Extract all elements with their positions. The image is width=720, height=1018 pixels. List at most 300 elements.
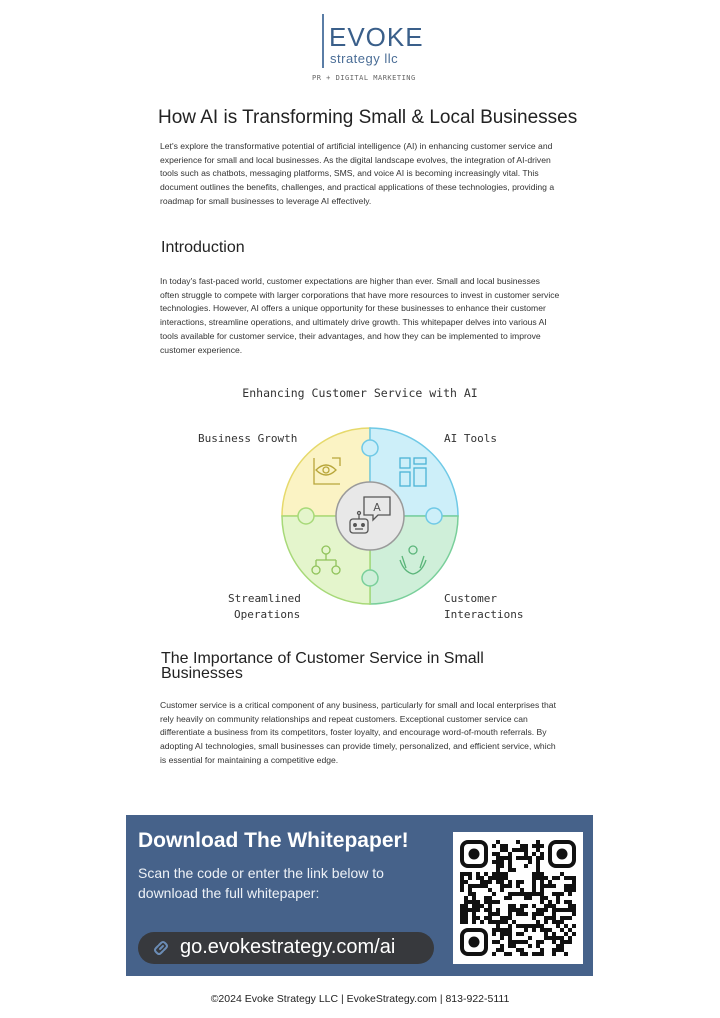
qr-module [472, 884, 476, 888]
qr-module [540, 912, 544, 916]
qr-module [472, 912, 476, 916]
qr-module [572, 880, 576, 884]
qr-module [552, 884, 556, 888]
qr-module [516, 892, 520, 896]
qr-module [548, 916, 552, 920]
diagram-center [336, 482, 404, 550]
qr-module [484, 916, 488, 920]
qr-module [460, 912, 464, 916]
qr-module [532, 880, 536, 884]
qr-module [512, 868, 516, 872]
qr-module [492, 860, 496, 864]
qr-module [512, 904, 516, 908]
qr-module [496, 840, 500, 844]
qr-module [508, 916, 512, 920]
qr-module [496, 872, 500, 876]
qr-module [552, 908, 556, 912]
qr-module [496, 948, 500, 952]
qr-module [540, 896, 544, 900]
qr-module [536, 892, 540, 896]
qr-module [536, 860, 540, 864]
qr-module [552, 948, 556, 952]
qr-code[interactable] [453, 832, 583, 964]
qr-module [536, 944, 540, 948]
qr-module [484, 896, 488, 900]
qr-module [460, 908, 464, 912]
qr-module [504, 896, 508, 900]
qr-module [532, 916, 536, 920]
qr-module [556, 900, 560, 904]
qr-module [464, 904, 468, 908]
qr-module [504, 884, 508, 888]
qr-module [548, 884, 552, 888]
qr-module [512, 892, 516, 896]
qr-module [460, 916, 464, 920]
qr-module [572, 888, 576, 892]
qr-module [540, 884, 544, 888]
qr-module [548, 936, 552, 940]
logo-word: EVOKE [329, 22, 424, 52]
qr-module [512, 908, 516, 912]
qr-module [528, 856, 532, 860]
qr-module [508, 868, 512, 872]
qr-module [516, 908, 520, 912]
qr-module [524, 928, 528, 932]
qr-module [492, 852, 496, 856]
qr-module [536, 840, 540, 844]
qr-module [552, 952, 556, 956]
qr-module [568, 892, 572, 896]
label-customer: Customer [444, 592, 497, 605]
qr-module [472, 920, 476, 924]
qr-module [524, 848, 528, 852]
qr-module [500, 848, 504, 852]
qr-module [544, 920, 548, 924]
qr-module [536, 844, 540, 848]
ai-puzzle-diagram [180, 378, 540, 628]
whitepaper-url[interactable]: go.evokestrategy.com/ai [180, 936, 396, 958]
qr-module [536, 920, 540, 924]
qr-module [516, 884, 520, 888]
qr-module [548, 880, 552, 884]
qr-module [520, 924, 524, 928]
qr-module [552, 940, 556, 944]
qr-module [536, 940, 540, 944]
qr-module [492, 928, 496, 932]
qr-module [496, 856, 500, 860]
qr-module [476, 900, 480, 904]
qr-module [468, 876, 472, 880]
logo-tagline: PR + DIGITAL MARKETING [312, 74, 416, 82]
qr-module [520, 844, 524, 848]
qr-module [548, 900, 552, 904]
qr-module [568, 884, 572, 888]
qr-module [532, 952, 536, 956]
qr-module [568, 940, 572, 944]
qr-module [460, 920, 464, 924]
label-streamlined: Streamlined [228, 592, 301, 605]
qr-module [500, 928, 504, 932]
qr-module [464, 912, 468, 916]
qr-module [488, 916, 492, 920]
qr-module [480, 920, 484, 924]
qr-module [560, 928, 564, 932]
qr-module [560, 872, 564, 876]
qr-module [516, 912, 520, 916]
qr-module [524, 864, 528, 868]
qr-module [540, 908, 544, 912]
qr-module [532, 924, 536, 928]
qr-module [544, 936, 548, 940]
qr-module [556, 948, 560, 952]
qr-module [496, 920, 500, 924]
qr-module [532, 852, 536, 856]
qr-module [492, 876, 496, 880]
qr-module [520, 932, 524, 936]
qr-module [512, 944, 516, 948]
qr-module [572, 876, 576, 880]
qr-module [568, 928, 572, 932]
qr-module [560, 920, 564, 924]
qr-module [464, 908, 468, 912]
qr-module [556, 876, 560, 880]
puzzle-tab [362, 440, 378, 456]
qr-module [564, 932, 568, 936]
qr-module [508, 932, 512, 936]
qr-module [508, 892, 512, 896]
qr-module [460, 880, 464, 884]
qr-module [504, 952, 508, 956]
qr-module [488, 908, 492, 912]
company-logo [312, 14, 432, 84]
qr-module [524, 940, 528, 944]
qr-module [568, 876, 572, 880]
qr-module [528, 944, 532, 948]
qr-module [544, 916, 548, 920]
qr-module [536, 868, 540, 872]
qr-module [564, 908, 568, 912]
qr-module [480, 876, 484, 880]
qr-module [500, 920, 504, 924]
qr-module [496, 868, 500, 872]
qr-module [560, 892, 564, 896]
qr-module [556, 896, 560, 900]
qr-module [480, 884, 484, 888]
qr-module [564, 876, 568, 880]
qr-module [520, 948, 524, 952]
qr-module [464, 920, 468, 924]
whitepaper-link[interactable] [138, 932, 434, 964]
qr-module [492, 940, 496, 944]
qr-module [492, 872, 496, 876]
qr-module [520, 888, 524, 892]
qr-module [492, 844, 496, 848]
qr-module [540, 872, 544, 876]
qr-module [552, 936, 556, 940]
qr-module [464, 896, 468, 900]
qr-module [540, 940, 544, 944]
qr-module [568, 900, 572, 904]
qr-module [496, 900, 500, 904]
qr-module [504, 856, 508, 860]
qr-finder-eye [557, 849, 568, 860]
qr-module [492, 932, 496, 936]
qr-module [532, 872, 536, 876]
qr-module [544, 876, 548, 880]
qr-module [500, 884, 504, 888]
qr-module [540, 924, 544, 928]
qr-module [536, 856, 540, 860]
qr-module [480, 904, 484, 908]
qr-module [556, 908, 560, 912]
qr-module [508, 856, 512, 860]
qr-module [564, 924, 568, 928]
qr-module [544, 896, 548, 900]
qr-module [464, 916, 468, 920]
qr-module [520, 908, 524, 912]
qr-module [536, 848, 540, 852]
qr-module [460, 888, 464, 892]
qr-module [536, 876, 540, 880]
qr-module [476, 884, 480, 888]
banner-title: Download The Whitepaper! [138, 829, 409, 852]
qr-module [532, 928, 536, 932]
qr-module [496, 876, 500, 880]
qr-module [520, 904, 524, 908]
qr-module [568, 888, 572, 892]
qr-module [536, 912, 540, 916]
qr-module [532, 884, 536, 888]
qr-module [500, 880, 504, 884]
qr-module [508, 896, 512, 900]
qr-module [556, 944, 560, 948]
qr-module [508, 928, 512, 932]
qr-module [504, 928, 508, 932]
qr-module [496, 880, 500, 884]
qr-module [492, 952, 496, 956]
qr-module [544, 928, 548, 932]
qr-module [492, 912, 496, 916]
qr-module [552, 876, 556, 880]
qr-module [520, 952, 524, 956]
qr-module [552, 916, 556, 920]
qr-module [532, 844, 536, 848]
qr-module [508, 864, 512, 868]
qr-module [500, 872, 504, 876]
qr-module [464, 872, 468, 876]
download-banner [126, 815, 593, 976]
qr-module [468, 888, 472, 892]
qr-module [564, 884, 568, 888]
qr-module [504, 872, 508, 876]
qr-module [532, 904, 536, 908]
qr-module [544, 932, 548, 936]
qr-module [500, 888, 504, 892]
qr-module [472, 896, 476, 900]
qr-module [520, 856, 524, 860]
qr-module [504, 844, 508, 848]
qr-module [552, 904, 556, 908]
qr-module [468, 872, 472, 876]
qr-module [508, 880, 512, 884]
qr-module [544, 904, 548, 908]
qr-module [540, 892, 544, 896]
qr-module [560, 936, 564, 940]
qr-module [568, 936, 572, 940]
qr-module [460, 876, 464, 880]
qr-module [488, 896, 492, 900]
qr-module [504, 920, 508, 924]
puzzle-tab [298, 508, 314, 524]
qr-module [572, 908, 576, 912]
qr-module [516, 840, 520, 844]
qr-module [552, 912, 556, 916]
qr-module [464, 900, 468, 904]
qr-module [508, 952, 512, 956]
qr-module [524, 856, 528, 860]
qr-module [472, 904, 476, 908]
section-heading-importance: The Importance of Customer Service in Small Businesses [161, 650, 484, 682]
qr-module [488, 888, 492, 892]
footer-contact: ©2024 Evoke Strategy LLC | EvokeStrategy.com | 813-922-5111 [210, 993, 510, 1005]
qr-module [516, 932, 520, 936]
qr-module [536, 952, 540, 956]
qr-module [500, 844, 504, 848]
qr-module [488, 900, 492, 904]
banner-description: Scan the code or enter the link below to download the full whitepaper: [138, 865, 384, 901]
qr-module [560, 948, 564, 952]
qr-module [564, 940, 568, 944]
qr-module [524, 892, 528, 896]
qr-module [496, 928, 500, 932]
page-title: How AI is Transforming Small & Local Businesses [158, 107, 578, 128]
qr-module [500, 932, 504, 936]
qr-module [524, 896, 528, 900]
qr-module [508, 908, 512, 912]
qr-module [472, 916, 476, 920]
qr-module [556, 924, 560, 928]
qr-module [476, 916, 480, 920]
qr-module [500, 944, 504, 948]
qr-module [508, 904, 512, 908]
qr-module [540, 880, 544, 884]
qr-module [572, 884, 576, 888]
label-interactions: Interactions [444, 608, 524, 621]
chatbot-letter: A [373, 501, 381, 514]
qr-module [536, 864, 540, 868]
qr-module [556, 892, 560, 896]
qr-module [472, 900, 476, 904]
qr-module [508, 944, 512, 948]
qr-module [520, 940, 524, 944]
qr-module [540, 888, 544, 892]
qr-module [524, 852, 528, 856]
qr-module [508, 884, 512, 888]
qr-module [564, 952, 568, 956]
section-body-importance: Customer service is a critical component of any business, particularly for small and local enterprises that rely heavily on community relationships and repeat customers. Exceptional customer service can differentiate a business from its competitors, foster loyalty, and encourage word-of-mouth referrals. By adopting AI technologies, small businesses can provide timely, personalized, and efficient service, which is essential for maintaining a competitive edge. [160, 700, 556, 765]
qr-module [540, 948, 544, 952]
qr-module [508, 936, 512, 940]
label-business-growth: Business Growth [198, 432, 298, 445]
qr-module [496, 924, 500, 928]
qr-module [516, 924, 520, 928]
qr-module [484, 872, 488, 876]
qr-module [484, 908, 488, 912]
qr-module [560, 908, 564, 912]
qr-module [476, 904, 480, 908]
qr-module [536, 924, 540, 928]
qr-module [468, 908, 472, 912]
qr-module [516, 948, 520, 952]
qr-module [564, 900, 568, 904]
qr-module [484, 880, 488, 884]
qr-module [548, 904, 552, 908]
qr-module [496, 908, 500, 912]
qr-module [508, 852, 512, 856]
qr-module [560, 940, 564, 944]
qr-module [540, 952, 544, 956]
qr-module [524, 952, 528, 956]
qr-module [508, 912, 512, 916]
qr-module [500, 864, 504, 868]
qr-module [504, 916, 508, 920]
qr-module [472, 908, 476, 912]
qr-module [532, 912, 536, 916]
qr-module [500, 856, 504, 860]
qr-module [564, 888, 568, 892]
label-operations: Operations [234, 608, 301, 621]
qr-module [512, 940, 516, 944]
qr-module [500, 916, 504, 920]
qr-module [488, 876, 492, 880]
qr-module [556, 920, 560, 924]
qr-module [524, 844, 528, 848]
link-icon [152, 939, 170, 957]
puzzle-tab [362, 570, 378, 586]
qr-module [460, 872, 464, 876]
qr-module [496, 864, 500, 868]
qr-module [520, 880, 524, 884]
qr-module [568, 904, 572, 908]
qr-module [512, 920, 516, 924]
qr-module [532, 876, 536, 880]
diagram-title: Enhancing Customer Service with AI [242, 386, 478, 400]
qr-module [464, 880, 468, 884]
qr-module [552, 892, 556, 896]
qr-module [520, 848, 524, 852]
qr-module [488, 880, 492, 884]
qr-module [572, 924, 576, 928]
qr-module [500, 860, 504, 864]
qr-module [560, 916, 564, 920]
qr-module [540, 900, 544, 904]
qr-finder-eye [469, 849, 480, 860]
qr-module [536, 872, 540, 876]
qr-module [492, 900, 496, 904]
qr-module [520, 892, 524, 896]
qr-module [528, 924, 532, 928]
qr-module [520, 912, 524, 916]
qr-module [572, 912, 576, 916]
qr-module [536, 908, 540, 912]
qr-module [568, 916, 572, 920]
logo-bar [322, 14, 324, 68]
qr-module [528, 936, 532, 940]
section-heading-introduction: Introduction [161, 239, 245, 256]
qr-module [524, 912, 528, 916]
qr-module [544, 908, 548, 912]
qr-module [500, 948, 504, 952]
